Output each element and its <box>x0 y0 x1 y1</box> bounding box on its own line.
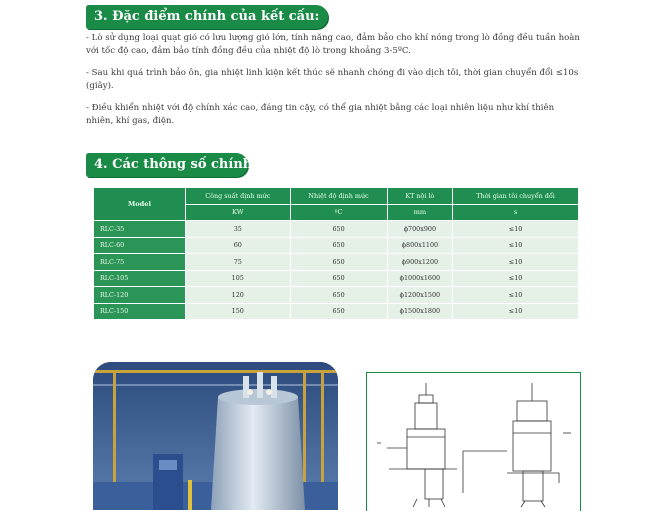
technical-drawing-illustration <box>367 373 580 511</box>
model-cell: RLC-75 <box>94 254 186 271</box>
power-cell: 120 <box>186 287 291 304</box>
time-cell: ≤10 <box>453 270 579 287</box>
power-cell: 150 <box>186 303 291 320</box>
model-cell: RLC-105 <box>94 270 186 287</box>
section-4-heading <box>86 152 258 178</box>
size-cell: ϕ1200x1500 <box>387 287 453 304</box>
temp-cell: 650 <box>290 221 387 238</box>
time-cell: ≤10 <box>453 221 579 238</box>
col-header-power: Công suất định mức <box>186 188 291 205</box>
table-header-row <box>94 188 579 205</box>
bullet-2: - Sau khi quá trình bảo ôn, gia nhiệt linh kiện kết thúc sẽ nhanh chóng đi vào dịch tôi, thời gian chuyển đổi ≤10s (giây). <box>86 68 579 91</box>
model-cell: RLC-35 <box>94 221 186 238</box>
table-row <box>94 287 579 304</box>
size-cell: ϕ1000x1600 <box>387 270 453 287</box>
model-cell: RLC-60 <box>94 237 186 254</box>
temp-cell: 650 <box>290 303 387 320</box>
power-cell: 60 <box>186 237 291 254</box>
time-cell: ≤10 <box>453 303 579 320</box>
unit-size: mm <box>387 204 453 221</box>
time-cell: ≤10 <box>453 287 579 304</box>
furnace-photo <box>93 362 338 510</box>
section-3-title: 3. Đặc điểm chính của kết cấu: <box>86 5 328 29</box>
size-cell: ϕ1500x1800 <box>387 303 453 320</box>
power-cell: 35 <box>186 221 291 238</box>
size-cell: ϕ900x1200 <box>387 254 453 271</box>
col-header-size: KT nội lò <box>387 188 453 205</box>
bullet-3: - Điều khiển nhiệt với độ chính xác cao, đáng tin cậy, có thể gia nhiệt bằng các loại nhiên liệu như khí thiên nhiên, khí gas, điện. <box>86 103 555 126</box>
temp-cell: 650 <box>290 270 387 287</box>
section-3-heading <box>86 4 328 30</box>
temp-cell: 650 <box>290 237 387 254</box>
model-cell: RLC-150 <box>94 303 186 320</box>
temp-cell: 650 <box>290 254 387 271</box>
size-cell: ϕ700x900 <box>387 221 453 238</box>
power-cell: 75 <box>186 254 291 271</box>
model-cell: RLC-120 <box>94 287 186 304</box>
time-cell: ≤10 <box>453 254 579 271</box>
bullet-1: - Lò sử dụng loại quạt gió có lưu lượng gió lớn, tính năng cao, đảm bảo cho khí nóng trong lò đồng đều tuần hoàn với tốc độ cao, đảm bảo tính đồng đều của nhiệt độ lò trong khoảng 3-5ºC. <box>86 33 580 56</box>
unit-power: KW <box>186 204 291 221</box>
time-cell: ≤10 <box>453 237 579 254</box>
furnace-technical-drawing <box>366 372 581 511</box>
section-4-title: 4. Các thông số chính: <box>86 153 248 177</box>
temp-cell: 650 <box>290 287 387 304</box>
col-header-time: Thời gian tôi chuyển đổi <box>453 188 579 205</box>
table-row <box>94 237 579 254</box>
power-cell: 105 <box>186 270 291 287</box>
furnace-photo-illustration <box>93 362 338 510</box>
table-row <box>94 221 579 238</box>
unit-time: s <box>453 204 579 221</box>
size-cell: ϕ800x1100 <box>387 237 453 254</box>
unit-temp: ºC <box>290 204 387 221</box>
table-row <box>94 270 579 287</box>
table-row <box>94 254 579 271</box>
col-header-temp: Nhiệt độ định mức <box>290 188 387 205</box>
table-row <box>94 303 579 320</box>
feature-bullets <box>86 32 582 138</box>
specs-table <box>93 187 579 320</box>
model-header: Model <box>94 188 186 221</box>
